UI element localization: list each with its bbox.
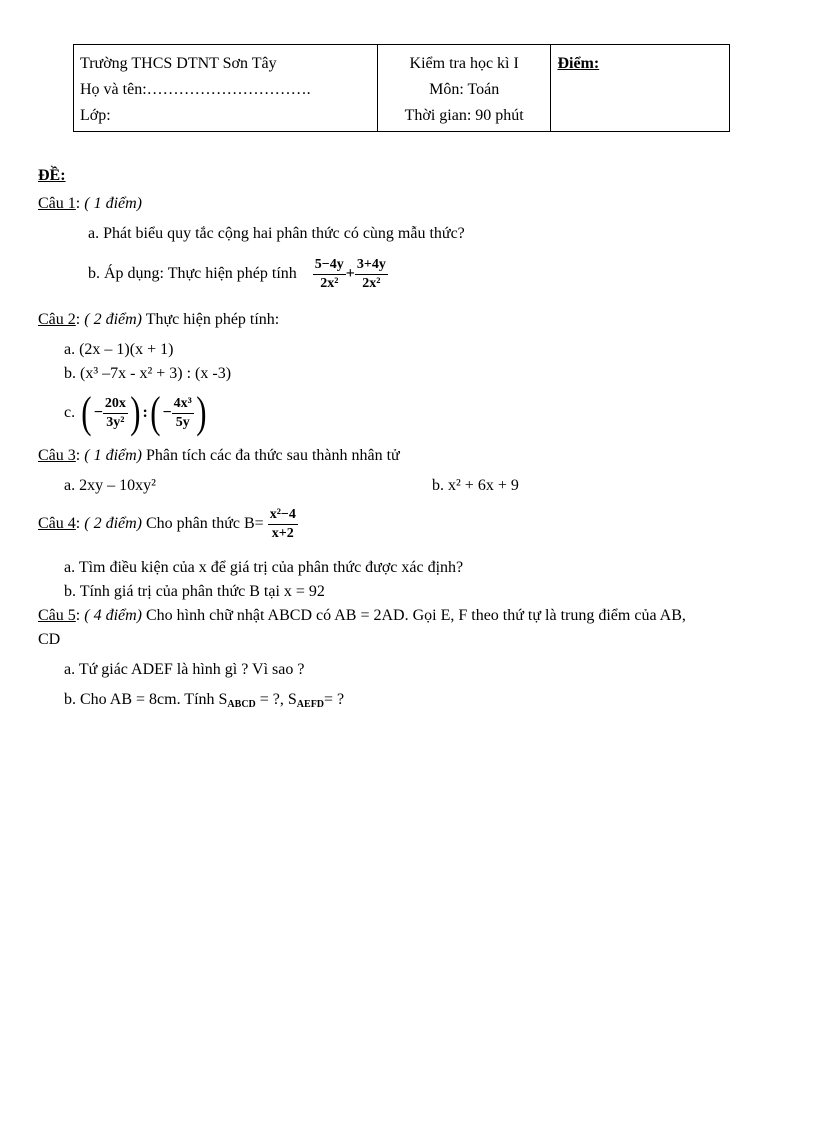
class-field: Lớp:: [80, 107, 111, 124]
question-1b-fraction-1: [313, 256, 346, 293]
question-2c-fraction-1: [103, 395, 128, 432]
question-4-heading: Câu 4: ( 2 điểm) Cho phân thức B= $\frac{\text{x²−4}}{x+2}$: [38, 506, 296, 541]
question-5a: a. Tứ giác ADEF là hình gì ? Vì sao ?: [64, 661, 305, 678]
question-5b-end: = ?: [324, 691, 345, 708]
question-2b: b. (x³ –7x - x² + 3) : (x -3): [64, 365, 232, 382]
question-5-points: ( 4 điểm): [84, 607, 142, 624]
subscript-abcd: ABCD: [227, 699, 256, 710]
question-4b: b. Tính giá trị của phân thức B tại x = 92: [64, 583, 325, 600]
question-1-heading: Câu 1: ( 1 điểm): [38, 195, 142, 212]
question-2-heading: Câu 2: ( 2 điểm) Thực hiện phép tính:: [38, 311, 280, 328]
fraction-denominator: 2x²: [320, 275, 339, 291]
de-label: ĐỀ:: [38, 167, 66, 184]
question-5b: [64, 690, 344, 715]
question-4-label: Câu 4: [38, 515, 76, 532]
question-1b: [88, 254, 388, 294]
fraction-denominator: x+2: [271, 525, 294, 541]
exam-title: Kiểm tra học kì I: [409, 55, 519, 72]
question-1b-fraction-2: [355, 256, 388, 293]
question-5b-text: b. Cho AB = 8cm. Tính S: [64, 691, 228, 708]
question-2c-fraction-2: [172, 395, 194, 432]
question-3b: b. x² + 6x + 9: [432, 477, 519, 494]
question-3-points: ( 1 điểm): [84, 447, 142, 464]
student-name-field: Họ và tên:………………………….: [80, 81, 311, 98]
fraction-denominator: 5y: [175, 414, 190, 430]
fraction-numerator: 3+4y: [355, 256, 388, 275]
left-paren: (: [150, 388, 161, 438]
question-4a: a. Tìm điều kiện của x để giá trị của phân thức được xác định?: [64, 559, 464, 576]
fraction-numerator: x²−4: [268, 506, 298, 525]
question-4-text: Cho phân thức B=: [146, 515, 264, 532]
question-2-label: Câu 2: [38, 311, 76, 328]
question-3-heading: Câu 3: ( 1 điểm) Phân tích các đa thức sau thành nhân tử: [38, 447, 400, 464]
question-2-text: Thực hiện phép tính:: [145, 311, 280, 328]
question-5-text-continued: CD: [38, 631, 61, 648]
exam-time: Thời gian: 90 phút: [404, 107, 524, 124]
school-name: Trường THCS DTNT Sơn Tây: [80, 55, 277, 72]
question-1a: a. Phát biểu quy tắc cộng hai phân thức có cùng mẫu thức?: [88, 225, 465, 242]
minus-sign: −: [162, 404, 172, 422]
right-paren: ): [196, 388, 207, 438]
exam-info-cell: [377, 45, 551, 132]
plus-operator: +: [345, 265, 355, 282]
question-3-label: Câu 3: [38, 447, 76, 464]
question-1-points: ( 1 điểm): [84, 195, 142, 212]
question-2a: a. (2x – 1)(x + 1): [64, 341, 174, 358]
question-1b-text: b. Áp dụng: Thực hiện phép tính: [88, 265, 297, 282]
left-paren: (: [81, 388, 92, 438]
question-1-label: Câu 1: [38, 195, 76, 212]
fraction-denominator: 3y²: [106, 414, 125, 430]
question-2c-term-1: [79, 390, 142, 436]
divide-operator: :: [142, 404, 148, 421]
question-2c-label: c.: [64, 404, 76, 421]
question-4-points: ( 2 điểm): [84, 515, 142, 532]
question-2c-term-2: [148, 390, 209, 436]
school-info-cell: [74, 45, 378, 132]
question-5-text: Cho hình chữ nhật ABCD có AB = 2AD. Gọi E, F theo thứ tự là trung điểm của AB,: [146, 607, 686, 624]
question-3-text: Phân tích các đa thức sau thành nhân tử: [146, 447, 400, 464]
subscript-aefd: AEFD: [296, 699, 325, 710]
score-cell: [551, 45, 730, 132]
question-5b-middle: = ?, S: [255, 691, 297, 708]
score-label: Điểm:: [557, 55, 600, 72]
question-2c: [64, 390, 209, 436]
fraction-numerator: 4x³: [172, 395, 194, 414]
header-table: [73, 44, 730, 132]
question-2-points: ( 2 điểm): [84, 311, 142, 328]
exam-subject: Môn: Toán: [429, 81, 500, 98]
fraction-denominator: 2x²: [362, 275, 381, 291]
right-paren: ): [130, 388, 141, 438]
question-5-label: Câu 5: [38, 607, 76, 624]
question-4-fraction: [268, 506, 298, 543]
fraction-numerator: 20x: [103, 395, 128, 414]
fraction-numerator: 5−4y: [313, 256, 346, 275]
minus-sign: −: [93, 404, 103, 422]
question-5-heading: Câu 5: ( 4 điểm) Cho hình chữ nhật ABCD có AB = 2AD. Gọi E, F theo thứ tự là trung điểm của AB,: [38, 607, 686, 624]
question-3a: a. 2xy – 10xy²: [64, 477, 156, 494]
